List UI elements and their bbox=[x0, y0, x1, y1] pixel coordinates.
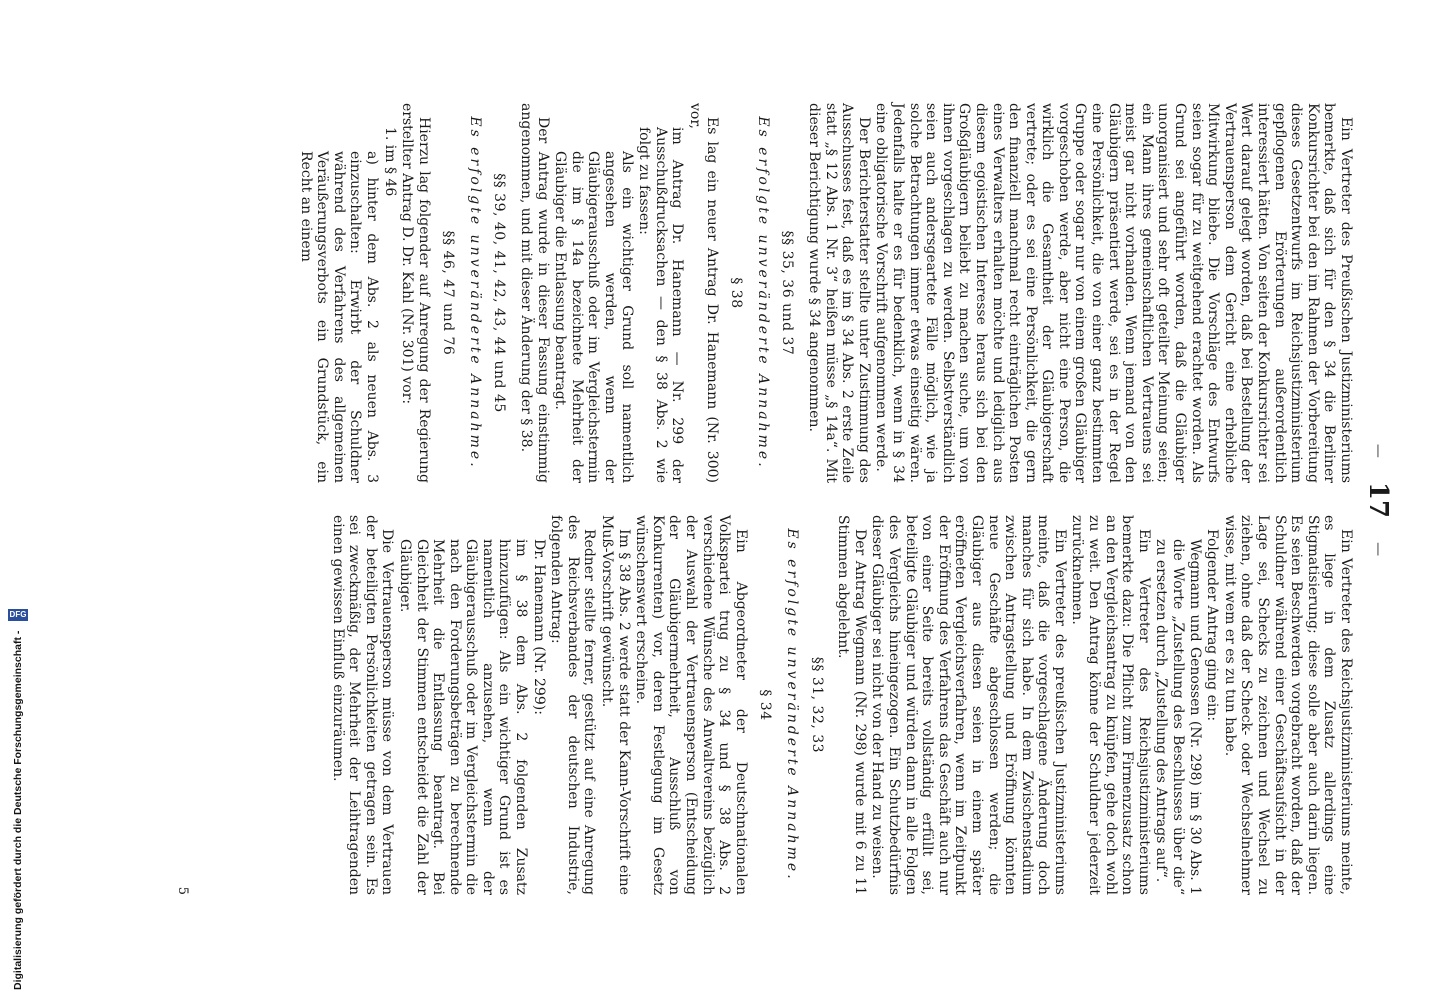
paragraph: Ein Abgeordneter der Deutschnationalen Volkspartei trug zu § 34 und § 38 Abs. 2 verschiedene Wünsche des Anwaltvereins bezüglich der Auswahl der Vertrauensperson (Entscheidung der Gläubigermehrheit, Ausschluß von Konkurrenten) vor, deren Festlegung im Gesetz wünschenswert erscheine. bbox=[633, 515, 749, 895]
section-heading: §§ 35, 36 und 37 bbox=[779, 230, 796, 356]
dfg-logo-icon: DFG bbox=[9, 609, 27, 619]
annotation-line: Es erfolgte unveränderte Annahme. bbox=[754, 116, 771, 470]
indented-text: im Antrag Dr. Hanemann — Nr. 299 der Ausschußdrucksachen — den § 38 Abs. 2 wie folgt zu fassen: bbox=[636, 127, 686, 483]
document-page bbox=[168, 95, 1398, 905]
paragraph: Folgender Antrag ging ein: bbox=[1204, 529, 1221, 722]
annotation-line: Es erfolgte unveränderte Annahme. bbox=[784, 528, 800, 882]
paragraph: Der Antrag wurde in dieser Fassung einstimmig angenommen, und mit dieser Änderung der § 38. bbox=[518, 103, 551, 483]
digitization-credit bbox=[0, 0, 27, 1000]
paragraph: Die Vertrauensperson müsse von dem Vertrauen der beteiligten Persönlichkeiten getragen sein. Es sei zweckmäßig, der Mehrheit der Leihtragenden einen gewissen Einfluß einzuräumen. bbox=[329, 515, 396, 895]
credit-text: Digitalisierung gefördert durch die Deutsche Forschungsgemeinschaft - bbox=[12, 630, 24, 990]
page-number: 17 bbox=[1363, 481, 1393, 519]
indented-text: Dr. Hanemann (Nr. 299): bbox=[530, 539, 547, 715]
section-heading: §§ 46, 47 und 76 bbox=[440, 230, 457, 356]
paragraph: Ein Vertreter des Preußischen Justizministeriums bemerkte, daß sich für den § 34 die Berliner Konkursrichter bei den im Rahmen der Vorbereitung dieses Gesetzentwurfs im Reichsjustizministerium gepflogenen Erörterungen außerordentlich interessiert hätten. Von seiten der Konkursrichter sei Wert darauf gelegt worden, daß bei Bestellung der Vertrauensperson dem Gericht eine erhebliche Mitwirkung bliebe. Die Vorschläge des Entwurfs seien sogar für zu weitgehend erachtet worden. Als Grund sei angeführt worden, daß die Gläubiger unorganisiert und sehr oft geteilter Meinung seien; ein Mann ihres gemeinschaftlichen Vertrauens sei meist gar nicht vorhanden. Wenn jemand von den Gläubigern präsentiert werde, sei es in der Regel eine Persönlichkeit, die von einer ganz bestimmten Gruppe oder sogar nur von einem großen Gläubiger vorgeschoben werde, aber nicht eine Person, die wirklich die Gesamtheit der Gläubigerschaft vertrete; oder es sei eine Persönlichkeit, die gern den finanziell manchmal recht einträglichen Posten eines Verwalters erhalten möchte und lediglich aus diesem egoistischen Interesse heraus sich bei den Großgläubigern beliebt zu machen suche, um von ihnen vorgeschlagen zu werden. Selbstverständlich seien auch andersgeartete Fälle möglich, wie ja solche Betrachtungen immer etwas einseitig wären. Jedenfalls halte er es für bedenklich, wenn in § 34 eine obligatorische Vorschrift aufgenommen werde. bbox=[873, 103, 1354, 483]
paragraph: Ein Vertreter des Reichsjustizministeriums bemerkte dazu: Die Pflicht zum Firmenzusatz schon an den Vergleichsantrag zu knüpfen, gehe doch wohl zu weit. Den Antrag könne der Schuldner jederzeit zurücknehmen. bbox=[1069, 515, 1152, 895]
section-heading: § 34 bbox=[757, 689, 774, 721]
page-header bbox=[1358, 95, 1398, 905]
paragraph: Im § 38 Abs. 2 werde statt der Kann-Vorschrift eine Muß-Vorschrift gewünscht. bbox=[599, 515, 632, 895]
paragraph: Ein Vertreter des Reichsjustizministeriums meinte, es liege in dem Zusatz allerdings eine Stigmatisierung; diese solle aber auch darin liegen. Es seien Beschwerden vorgebracht worden, daß der Schuldner während einer Geschäftsaufsicht in der Lage sei, Schecks zu zeichnen und Wechsel zu ziehen, ohne daß der Scheck- oder Wechselnehmer wisse, mit wem er es zu tun habe. bbox=[1221, 515, 1354, 895]
indented-text: im § 38 dem Abs. 2 folgenden Zusatz hinzuzufügen: Als ein wichtiger Grund ist es namentlich anzusehen, wenn der Gläubigerausschuß oder im Vergleichstermin die nach den Forderungsbeträgen zu berechnende Mehrheit die Entlassung beantragt. Bei Gleichheit der Stimmen entscheidet die Zahl der Gläubiger. bbox=[396, 539, 530, 895]
paragraph: Redner stellte ferner, gestützt auf eine Anregung des Reichsverbandes der deutschen Industrie, folgenden Antrag: bbox=[548, 515, 598, 895]
paragraph: Ein Vertreter des preußischen Justizministeriums meinte, daß die vorgeschlagene Änderung doch manches für sich habe. In dem Zwischenstadium zwischen Antragstellung und Eröffnung könnten neue Geschäfte abgeschlossen werden; die Gläubiger aus diesen seien in einem später eröffneten Vergleichsverfahren, wenn im Zeitpunkt der Eröffnung des Verfahrens das Geschäft auch nur von einer Seite bereits vollständig erfüllt sei, beteiligte Gläubiger und würden dann in alle Folgen des Vergleichs hineingezogen. Ein Schutzbedürfnis dieser Gläubiger sei nicht von der Hand zu weisen. bbox=[869, 515, 1068, 895]
quoted-text: a) hinter dem Abs. 2 als neuen Abs. 3 einzuschalten: Erwirbt der Schuldner während des Verfahrens des allgemeinen Veräußerungsverbots ein Grundstück, ein Recht an einem bbox=[297, 151, 380, 483]
paragraph: Der Berichterstatter stellte unter Zustimmung des Ausschusses fest, daß es im § 34 Abs. 2 erste Zeile statt „§ 12 Abs. 1 Nr. 3“ heißen müsse „§ 14a“. Mit dieser Berichtigung wurde § 34 angenommen. bbox=[806, 103, 872, 483]
section-heading: § 38 bbox=[728, 277, 745, 309]
paragraph: Es lag ein neuer Antrag Dr. Hanemann (Nr. 300) vor, bbox=[687, 103, 720, 483]
left-text-column bbox=[296, 103, 1354, 483]
paragraph: Hierzu lag folgender auf Anregung der Regierung erstellter Antrag D. Dr. Kahl (Nr. 301) vor: bbox=[399, 103, 432, 483]
header-dash-left: — bbox=[1370, 443, 1386, 458]
section-heading: §§ 39, 40, 41, 42, 43, 44 und 45 bbox=[491, 173, 508, 413]
right-text-column bbox=[328, 515, 1354, 895]
sheet-signature: 5 bbox=[175, 886, 190, 895]
annotation-line: Es erfolgte unveränderte Annahme. bbox=[466, 116, 483, 470]
header-dash-right: — bbox=[1370, 542, 1386, 557]
section-heading: §§ 31, 32, 33 bbox=[808, 656, 825, 754]
paragraph: Der Antrag Wegmann (Nr. 298) wurde mit 6 zu 11 Stimmen abgelehnt. bbox=[835, 515, 868, 895]
indented-text: Wegmann und Genossen (Nr. 298) im § 30 Abs. 1 die Worte „Zustellung des Beschlusses über die“ zu ersetzen durch „Zustellung des Antrags auf“. bbox=[1153, 539, 1203, 895]
indented-text: 1. im § 46 bbox=[381, 127, 398, 197]
quoted-text: Als ein wichtiger Grund soll namentlich angesehen werden, wenn der Gläubigerausschuß oder im Vergleichstermin die im § 14a bezeichnete Mehrheit der Gläubiger die Entlassung beantragt. bbox=[552, 151, 635, 483]
